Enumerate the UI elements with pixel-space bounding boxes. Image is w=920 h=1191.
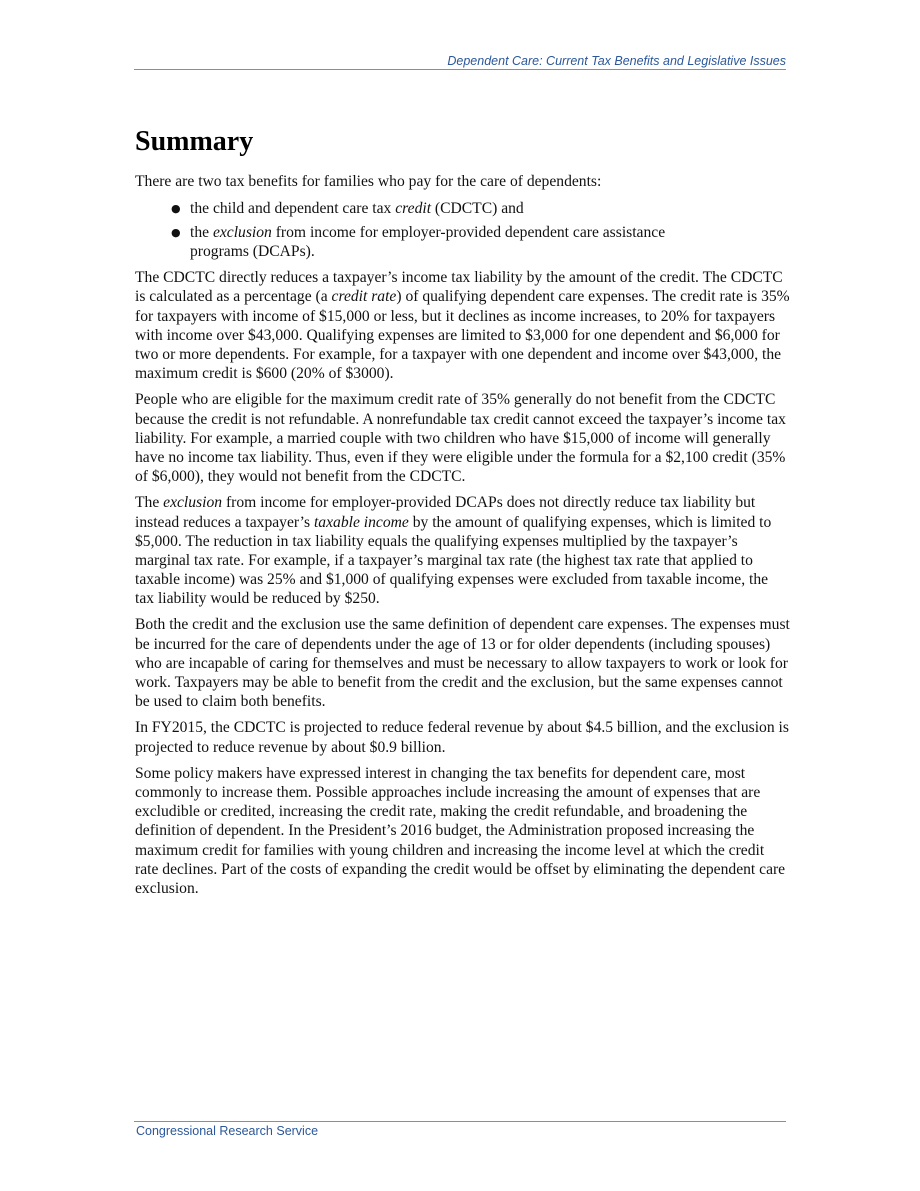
benefit-list	[135, 199, 790, 261]
header-rule	[134, 69, 786, 70]
definition-paragraph: Both the credit and the exclusion use the same definition of dependent care expenses. The expenses must be incurred for the care of dependents under the age of 13 or for older dependents (including spouses) who are incapable of caring for themselves and must be necessary to allow taxpayers to work or look for work. Taxpayers may be able to benefit from the credit and the exclusion, but the same expenses cannot be used to claim both benefits.	[135, 616, 790, 710]
intro-paragraph: There are two tax benefits for families who pay for the care of dependents:	[135, 173, 602, 190]
bullet-icon: ●	[171, 225, 181, 239]
revenue-paragraph: In FY2015, the CDCTC is projected to reduce federal revenue by about $4.5 billion, and the exclusion is projected to reduce revenue by about $0.9 billion.	[135, 719, 789, 756]
bullet-icon: ●	[171, 201, 181, 215]
list-item: ● the exclusion from income for employer-provided dependent care assistance programs (DCAPs).	[171, 223, 666, 260]
footer-rule	[134, 1121, 786, 1122]
running-header: Dependent Care: Current Tax Benefits and Legislative Issues	[447, 54, 786, 68]
running-footer: Congressional Research Service	[136, 1124, 319, 1138]
list-item: ● the child and dependent care tax credit (CDCTC) and	[171, 199, 524, 217]
policy-paragraph: Some policy makers have expressed interest in changing the tax benefits for dependent care, most commonly to increase them. Possible approaches include increasing the amount of expenses that are excludible or credited, increasing the credit rate, making the credit refundable, and broadening the definition of dependent. In the President’s 2016 budget, the Administration proposed increasing the maximum credit for families with young children and increasing the income level at which the credit rate declines. Part of the costs of expanding the credit would be offset by eliminating the dependent care exclusion.	[135, 765, 786, 897]
page-body	[135, 124, 790, 905]
cdctc-paragraph: The CDCTC directly reduces a taxpayer’s income tax liability by the amount of the credit. The CDCTC is calculated as a percentage (a credit rate) of qualifying dependent care expenses. The credit rate is 35% for taxpayers with income of $15,000 or less, but it declines as income increases, to 20% for taxpayers with income over $43,000. Qualifying expenses are limited to $3,000 for one dependent and $6,000 for two or more dependents. For example, for a taxpayer with one dependent and income over $43,000, the maximum credit is $600 (20% of $3000).	[135, 269, 790, 382]
exclusion-paragraph: The exclusion from income for employer-provided DCAPs does not directly reduce tax liability but instead reduces a taxpayer’s taxable income by the amount of qualifying expenses, which is limited to $5,000. The reduction in tax liability equals the qualifying expenses multiplied by the taxpayer’s marginal tax rate. For example, if a taxpayer’s marginal tax rate (the highest tax rate that applied to taxable income) was 25% and $1,000 of qualifying expenses were excluded from taxable income, the tax liability would be reduced by $250.	[135, 494, 772, 607]
section-heading: Summary	[135, 126, 254, 157]
refundability-paragraph: People who are eligible for the maximum credit rate of 35% generally do not benefit from the CDCTC because the credit is not refundable. A nonrefundable tax credit cannot exceed the taxpayer’s income tax liability. For example, a married couple with two children who have $15,000 of income will generally have no income tax liability. Thus, even if they were eligible under the formula for a $2,100 credit (35% of $6,000), they would not benefit from the CDCTC.	[135, 391, 786, 485]
